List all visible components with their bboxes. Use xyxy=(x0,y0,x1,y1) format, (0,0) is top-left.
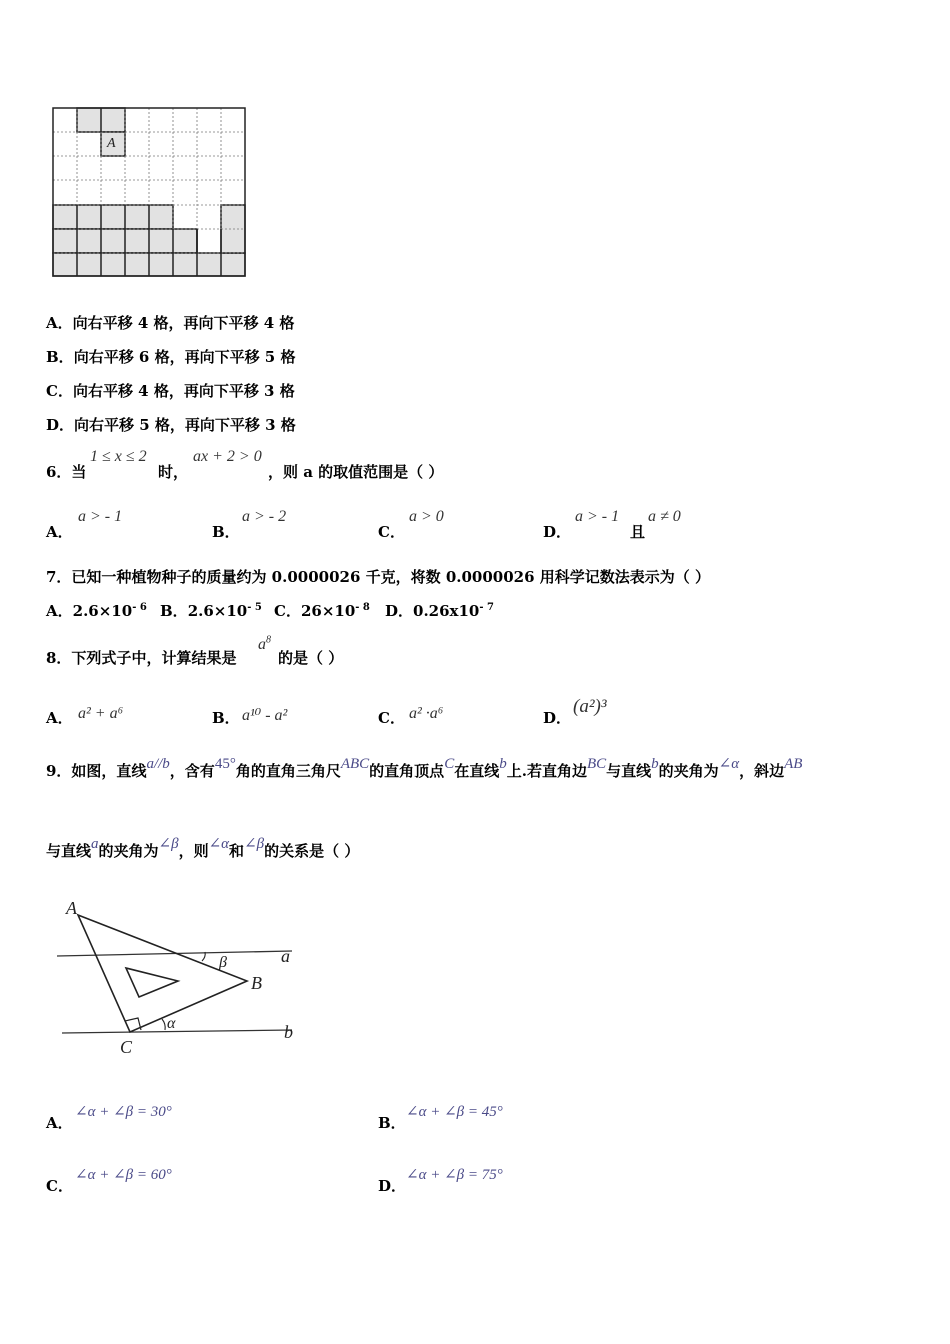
fig-beta-label: β xyxy=(219,954,227,971)
fig-vertex-b-label: B xyxy=(251,973,262,993)
fig-vertex-c-label: C xyxy=(120,1037,133,1057)
q6-option-b-expr: a > - 2 xyxy=(242,508,287,525)
q7-option-b[interactable]: B．$2.6\times 10^{- 5}$ xyxy=(160,602,262,620)
q8-option-d-expr: (a²)³ xyxy=(573,696,607,717)
q5-option-a[interactable]: A．向右平移 4 格，再向下平移 4 格 xyxy=(46,314,295,332)
q6-option-c-expr: a > 0 xyxy=(409,508,444,525)
q6-option-d-expr: a > - 1 xyxy=(575,508,620,525)
q7-option-a[interactable]: A．$2.6\times 10^{- 6}$ xyxy=(46,602,147,620)
q8-option-b-expr: a¹⁰ - a² xyxy=(242,707,288,724)
q8-prefix: 8．下列式子中，计算结果是 xyxy=(46,649,237,667)
q8-option-c-expr: a² ·a⁶ xyxy=(409,705,444,722)
q7-option-c[interactable]: C．$26\times 10^{- 8}$ xyxy=(274,602,370,620)
q9-option-d-letter[interactable]: D． xyxy=(378,1177,407,1195)
q8-option-a-expr: a² + a⁶ xyxy=(78,705,124,722)
q5-option-c[interactable]: C．向右平移 4 格，再向下平移 3 格 xyxy=(46,382,295,400)
q6-option-c-letter[interactable]: C． xyxy=(378,523,405,541)
fig-line-a-label: a xyxy=(281,946,290,966)
q8-target: $a^8$ xyxy=(258,634,271,653)
q9-option-d-expr: ∠α + ∠β = 75° xyxy=(406,1167,503,1183)
q6-condition-1: 1 ≤ x ≤ 2 xyxy=(90,448,147,465)
q6-condition-2: ax + 2 > 0 xyxy=(193,448,262,465)
q9-line-1: 9．如图，直线a//b，含有45°角的直角三角尺ABC的直角顶点C在直线b上.若直角边BC与直线b的夹角为∠α，斜边AB xyxy=(46,756,803,780)
q6-option-d-letter[interactable]: D． xyxy=(543,523,572,541)
q6-option-a-letter[interactable]: A． xyxy=(46,523,73,541)
q6-mid: 时， xyxy=(158,463,189,481)
q5-option-b[interactable]: B．向右平移 6 格，再向下平移 5 格 xyxy=(46,348,296,366)
fig-vertex-a-label: A xyxy=(66,898,77,918)
fig-alpha-label: α xyxy=(167,1015,176,1032)
triangle-figure xyxy=(52,893,312,1063)
q9-option-a-letter[interactable]: A． xyxy=(46,1114,73,1132)
q6-option-b-letter[interactable]: B． xyxy=(212,523,240,541)
q8-option-d-letter[interactable]: D． xyxy=(543,709,572,727)
q6-option-d-expr2: a ≠ 0 xyxy=(648,508,681,525)
q9-option-a-expr: ∠α + ∠β = 30° xyxy=(75,1104,172,1120)
fig-line-b-label: b xyxy=(284,1022,293,1042)
q8-option-b-letter[interactable]: B． xyxy=(212,709,240,727)
q9-option-b-expr: ∠α + ∠β = 45° xyxy=(406,1104,503,1120)
q6-option-d-joiner: 且 xyxy=(630,523,646,541)
q9-option-b-letter[interactable]: B． xyxy=(378,1114,406,1132)
q8-option-a-letter[interactable]: A． xyxy=(46,709,73,727)
q8-option-c-letter[interactable]: C． xyxy=(378,709,405,727)
q8-suffix: 的是（ ） xyxy=(278,649,344,667)
q6-option-a-expr: a > - 1 xyxy=(78,508,123,525)
q6-tail: ，则 a 的取值范围是（ ） xyxy=(268,463,444,481)
grid-label-a: A xyxy=(107,136,116,151)
q9-option-c-letter[interactable]: C． xyxy=(46,1177,73,1195)
q6-number: 6．当 xyxy=(46,463,87,481)
q7-option-d[interactable]: D．$0.26x10^{- 7}$ xyxy=(385,602,494,620)
q5-option-d[interactable]: D．向右平移 5 格，再向下平移 3 格 xyxy=(46,416,296,434)
q9-line-2: 与直线a的夹角为∠β，则∠α和∠β的关系是（ ） xyxy=(46,836,360,860)
grid-figure xyxy=(50,105,250,280)
q9-option-c-expr: ∠α + ∠β = 60° xyxy=(75,1167,172,1183)
q7-text: 7．已知一种植物种子的质量约为 0.0000026 千克，将数 0.0000026 用科学记数法表示为（ ） xyxy=(46,568,710,586)
